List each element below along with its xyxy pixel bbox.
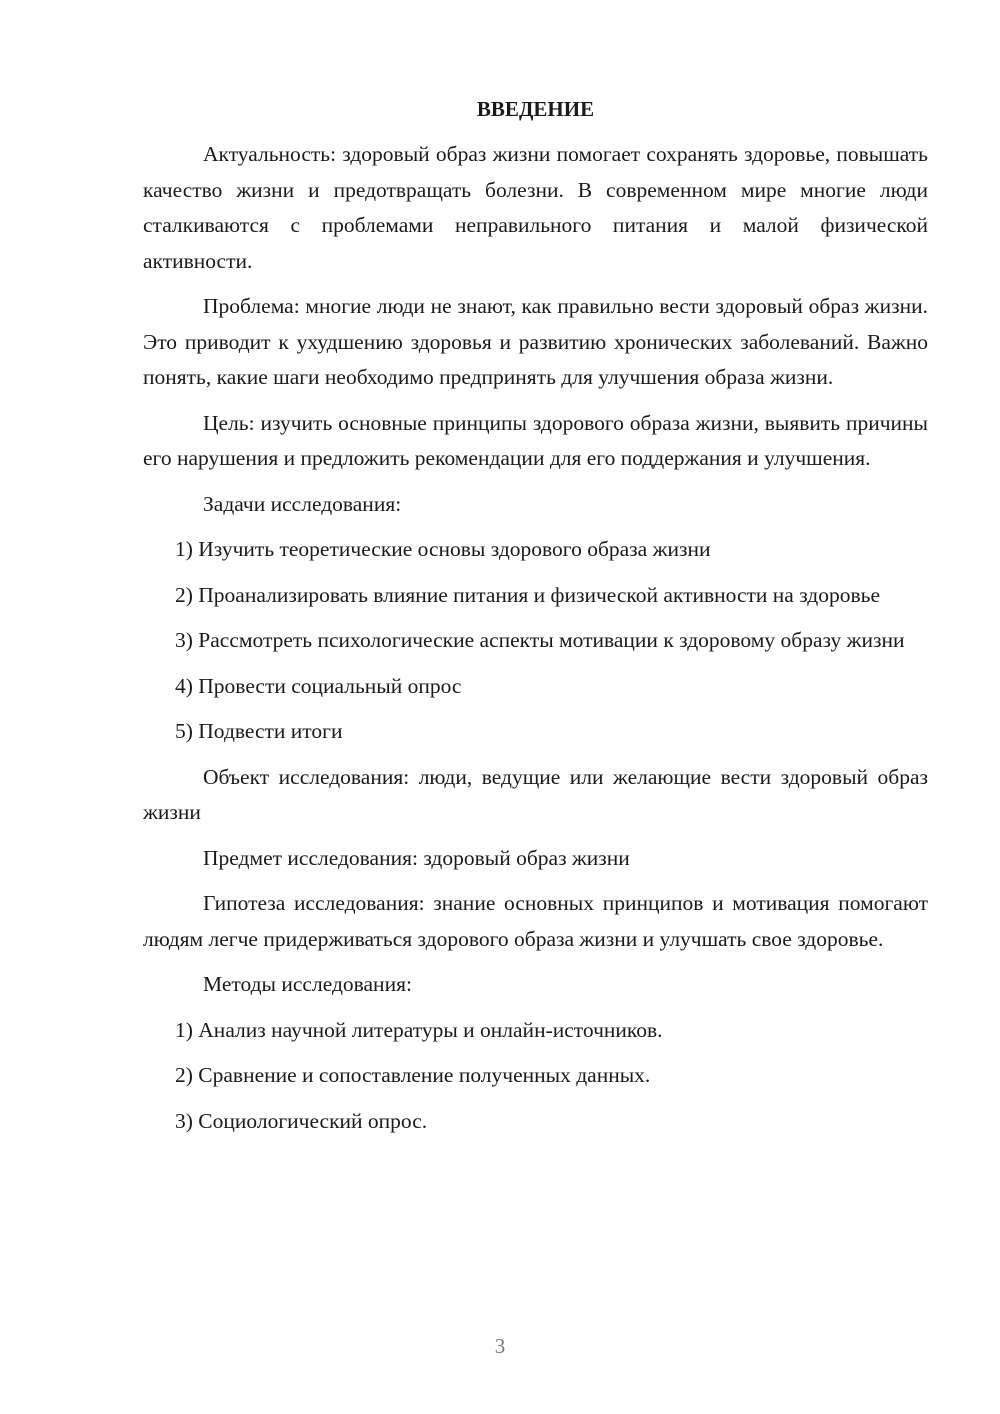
tasks-heading: Задачи исследования: (203, 491, 402, 516)
page-number: 3 (494, 1334, 506, 1358)
object-paragraph: Объект исследования: люди, ведущие или желающие вести здоровый образ жизни (143, 764, 928, 824)
hypothesis-paragraph: Гипотеза исследования: знание основных принципов и мотивация помогают людям легче придерживаться здорового образа жизни и улучшать свое здоровье. (143, 891, 928, 951)
method-item: 2) Сравнение и сопоставление полученных данных. (175, 1063, 651, 1087)
document-page (143, 92, 928, 1149)
problem-paragraph: Проблема: многие люди не знают, как правильно вести здоровый образ жизни. Это приводит к ухудшению здоровья и развитию хронических заболеваний. Важно понять, какие шаги необходимо предпринять для улучшения образа жизни. (143, 294, 928, 389)
task-item: 2) Проанализировать влияние питания и физической активности на здоровье (175, 582, 880, 607)
methods-heading: Методы исследования: (203, 972, 412, 996)
task-item: 1) Изучить теоретические основы здорового образа жизни (175, 537, 711, 561)
method-item: 3) Социологический опрос. (175, 1108, 428, 1133)
method-item: 1) Анализ научной литературы и онлайн-источников. (175, 1017, 663, 1042)
task-item: 3) Рассмотреть психологические аспекты мотивации к здоровому образу жизни (175, 628, 905, 652)
task-item: 4) Провести социальный опрос (175, 673, 462, 698)
subject-paragraph: Предмет исследования: здоровый образ жизни (203, 845, 630, 870)
task-item: 5) Подвести итоги (175, 719, 343, 743)
section-title: ВВЕДЕНИЕ (476, 97, 595, 121)
goal-paragraph: Цель: изучить основные принципы здорового образа жизни, выявить причины его нарушения и предложить рекомендации для его поддержания и улучшения. (143, 410, 928, 470)
relevance-paragraph: Актуальность: здоровый образ жизни помогает сохранять здоровье, повышать качество жизни и предотвращать болезни. В современном мире многие люди сталкиваются с проблемами неправильного питания и малой физической активности. (143, 142, 928, 273)
